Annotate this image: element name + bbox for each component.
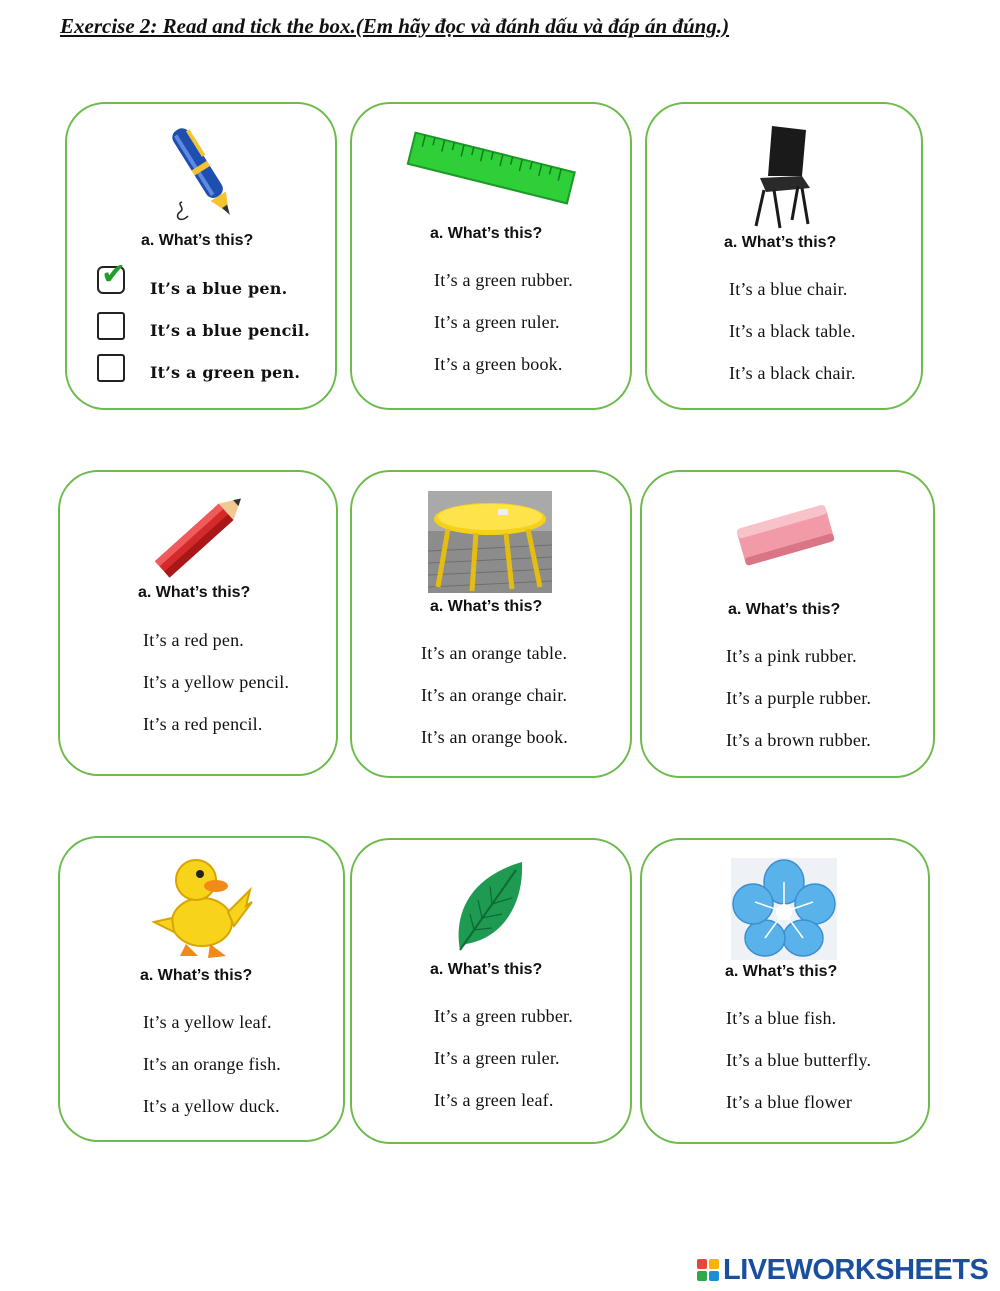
card-1-option-1: It’s a blue pen. (150, 279, 288, 298)
card-5-option-3: It’s an orange book. (421, 727, 568, 747)
checkmark-icon: ✔ (101, 257, 127, 292)
card-9-option-2: It’s a blue butterfly. (726, 1050, 872, 1070)
pink-rubber-image (730, 500, 842, 574)
card-2-option-2: It’s a green ruler. (434, 312, 560, 332)
card-9-option-1: It’s a blue fish. (726, 1008, 837, 1028)
card-3-option-2: It’s a black table. (729, 321, 856, 341)
card-6-option-2: It’s a purple rubber. (726, 688, 872, 708)
logo-icon (697, 1259, 719, 1281)
card-1-option-2: It’s a blue pencil. (150, 321, 310, 340)
yellow-table-image (428, 491, 552, 593)
card-5-option-1: It’s an orange table. (421, 643, 568, 663)
card-7-option-2: It’s an orange fish. (143, 1054, 281, 1074)
card-3-option-3: It’s a black chair. (729, 363, 856, 383)
card-8-option-1: It’s a green rubber. (434, 1006, 573, 1026)
logo-text: LIVEWORKSHEETS (723, 1253, 989, 1286)
card-7-option-3: It’s a yellow duck. (143, 1096, 280, 1116)
yellow-duck-image (150, 852, 254, 962)
checkbox-option-2[interactable] (97, 312, 125, 340)
green-ruler-image (405, 124, 577, 214)
card-2-option-3: It’s a green book. (434, 354, 563, 374)
card-6-question: a. What’s this? (728, 601, 841, 618)
card-3-option-1: It’s a blue chair. (729, 279, 848, 299)
exercise-title: Exercise 2: Read and tick the box.(Em hãy đọc và đánh dấu và đáp án đúng.) (60, 14, 730, 38)
card-8-question: a. What’s this? (430, 961, 543, 978)
card-4-option-2: It’s a yellow pencil. (143, 672, 290, 692)
card-1-question: a. What’s this? (141, 232, 254, 249)
card-6-option-1: It’s a pink rubber. (726, 646, 857, 666)
card-9-question: a. What’s this? (725, 963, 838, 980)
card-3-question: a. What’s this? (724, 234, 837, 251)
checkbox-option-3[interactable] (97, 354, 125, 382)
liveworksheets-logo (697, 1253, 988, 1287)
card-5-option-2: It’s an orange chair. (421, 685, 568, 705)
card-2-question: a. What’s this? (430, 225, 543, 242)
green-leaf-image (452, 858, 526, 954)
card-8-option-3: It’s a green leaf. (434, 1090, 554, 1110)
card-6-option-3: It’s a brown rubber. (726, 730, 871, 750)
checkbox-option-1[interactable] (97, 257, 127, 294)
card-4-question: a. What’s this? (138, 584, 251, 601)
card-4-option-1: It’s a red pen. (143, 630, 244, 650)
card-8-option-2: It’s a green ruler. (434, 1048, 560, 1068)
card-4-option-3: It’s a red pencil. (143, 714, 263, 734)
card-9-option-3: It’s a blue flower (726, 1092, 853, 1112)
card-7-question: a. What’s this? (140, 967, 253, 984)
card-2-option-1: It’s a green rubber. (434, 270, 573, 290)
red-pencil-image (155, 490, 251, 578)
blue-pen-image (160, 120, 250, 230)
card-5-question: a. What’s this? (430, 598, 543, 615)
black-chair-image (750, 124, 816, 230)
blue-flower-image (731, 858, 837, 960)
card-1-option-3: It’s a green pen. (150, 363, 301, 382)
card-7-option-1: It’s a yellow leaf. (143, 1012, 272, 1032)
